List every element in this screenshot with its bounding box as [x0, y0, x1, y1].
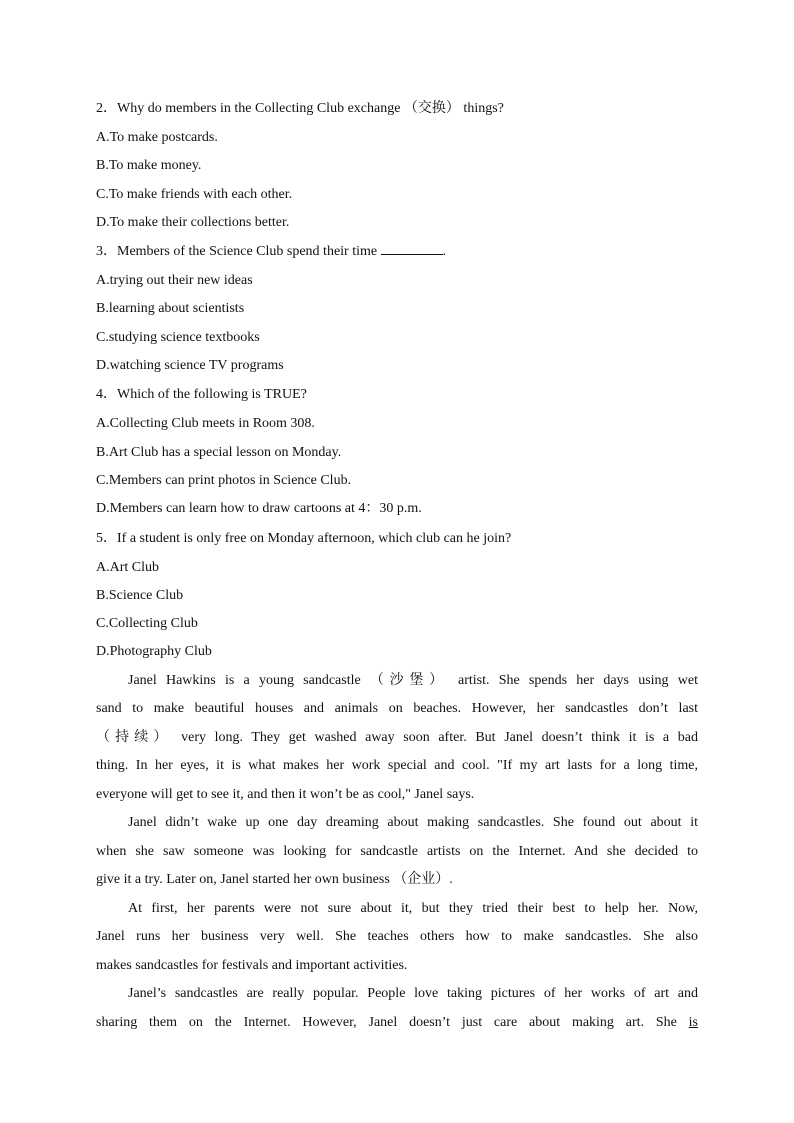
- passage-line: sand to make beautiful houses and animals on beaches. However, her sandcastles don’t last: [96, 701, 698, 717]
- passage-line: makes sandcastles for festivals and important activities.: [96, 957, 408, 973]
- question-3-option-b: B.learning about scientists: [96, 301, 245, 317]
- question-3-option-a: A.trying out their new ideas: [96, 273, 253, 289]
- passage-line: Janel runs her business very well. She teaches others how to make sandcastles. She also: [96, 929, 698, 945]
- passage-line: everyone will get to see it, and then it won’t be as cool," Janel says.: [96, 786, 475, 802]
- document-page: [96, 94, 698, 1037]
- question-5-option-c: C.Collecting Club: [96, 616, 198, 632]
- passage-line: Janel’s sandcastles are really popular. People love taking pictures of her works of art and: [128, 986, 698, 1002]
- passage-line: [96, 1009, 698, 1038]
- question-4-option-c: C.Members can print photos in Science Club.: [96, 472, 352, 488]
- question-5-option-d: D.Photography Club: [96, 644, 212, 660]
- question-3-option-c: C.studying science textbooks: [96, 329, 260, 345]
- question-3-stem-end: .: [442, 244, 447, 260]
- question-3-stem-text: 3．Members of the Science Club spend their time: [96, 244, 381, 260]
- answer-blank: [381, 242, 443, 255]
- question-2-option-c: C.To make friends with each other.: [96, 186, 293, 202]
- question-2-option-d: D.To make their collections better.: [96, 214, 290, 230]
- question-4-option-b: B.Art Club has a special lesson on Monday.: [96, 444, 342, 460]
- question-3-stem: [96, 237, 698, 267]
- question-5-option-b: B.Science Club: [96, 587, 184, 603]
- question-2-stem: 2．Why do members in the Collecting Club exchange （交换） things?: [96, 101, 504, 116]
- passage-line: （持续） very long. They get washed away soon after. But Janel doesn’t think it is a bad: [96, 729, 698, 745]
- underlined-word: is: [688, 1014, 698, 1030]
- question-4-stem: 4．Which of the following is TRUE?: [96, 387, 307, 403]
- passage-line: when she saw someone was looking for sandcastle artists on the Internet. And she decided to: [96, 843, 698, 859]
- question-5-stem: 5．If a student is only free on Monday afternoon, which club can he join?: [96, 530, 512, 546]
- passage-paragraph-1: [96, 667, 698, 810]
- passage-line: Janel didn’t wake up one day dreaming about making sandcastles. She found out about it: [128, 815, 698, 831]
- passage-line: thing. In her eyes, it is what makes her work special and cool. "If my art lasts for a long time,: [96, 758, 698, 774]
- passage-paragraph-4: [96, 980, 698, 1037]
- question-2-option-a: A.To make postcards.: [96, 130, 218, 145]
- question-5-option-a: A.Art Club: [96, 559, 159, 575]
- passage-paragraph-3: [96, 895, 698, 981]
- question-2-option-b: B.To make money.: [96, 158, 202, 174]
- passage-line: Janel Hawkins is a young sandcastle （沙堡） artist. She spends her days using wet: [128, 672, 698, 688]
- passage-line-text: sharing them on the Internet. However, Janel doesn’t just care about making art. She: [96, 1014, 689, 1030]
- question-3-option-d: D.watching science TV programs: [96, 358, 284, 374]
- passage-line: At first, her parents were not sure about it, but they tried their best to help her. Now,: [128, 900, 698, 916]
- passage-line: give it a try. Later on, Janel started her own business （企业）.: [96, 872, 453, 888]
- question-4-option-a: A.Collecting Club meets in Room 308.: [96, 416, 315, 432]
- question-4-option-d: D.Members can learn how to draw cartoons at 4：30 p.m.: [96, 501, 422, 517]
- passage-paragraph-2: [96, 809, 698, 895]
